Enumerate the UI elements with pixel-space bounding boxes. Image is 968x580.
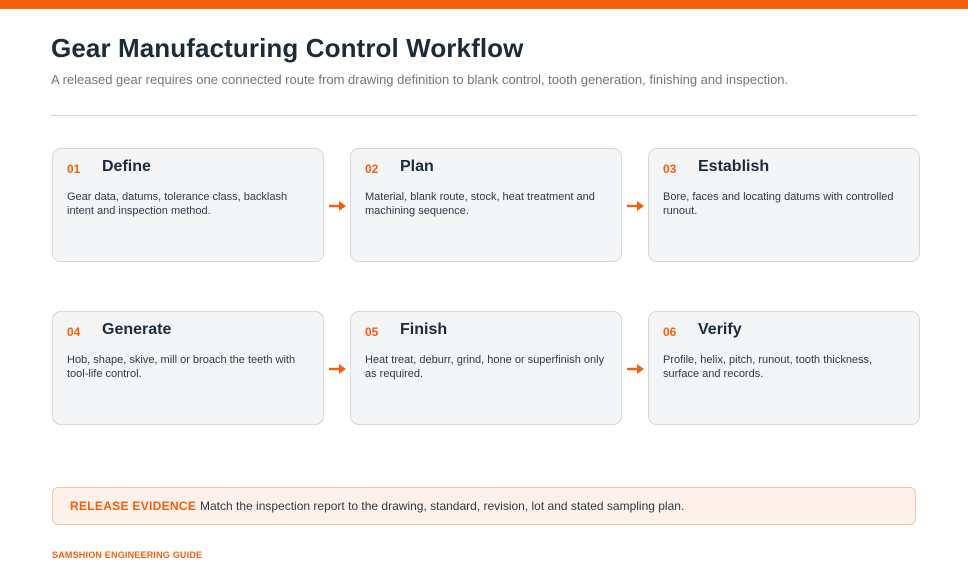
step-card-finish xyxy=(350,311,622,425)
arrow-right-icon xyxy=(329,200,347,212)
footer-brand: SAMSHION ENGINEERING GUIDE xyxy=(52,550,203,560)
step-card-verify xyxy=(648,311,920,425)
arrow-right-icon xyxy=(329,363,347,375)
step-description: Material, blank route, stock, heat treatment and machining sequence. xyxy=(365,191,595,217)
step-description: Gear data, datums, tolerance class, backlash intent and inspection method. xyxy=(67,191,288,217)
release-evidence-text: Match the inspection report to the drawing, standard, revision, lot and stated sampling plan. xyxy=(200,499,685,513)
top-accent-bar xyxy=(0,0,968,9)
step-number: 02 xyxy=(365,162,379,176)
arrow-right-icon xyxy=(627,363,645,375)
step-title: Verify xyxy=(698,321,742,338)
header-divider xyxy=(51,115,917,116)
page-subtitle: A released gear requires one connected route from drawing definition to blank control, tooth generation, finishing and inspection. xyxy=(51,72,789,87)
step-title: Generate xyxy=(102,321,172,338)
step-description: Profile, helix, pitch, runout, tooth thickness, surface and records. xyxy=(663,354,873,380)
step-card-establish xyxy=(648,148,920,262)
step-description: Bore, faces and locating datums with controlled runout. xyxy=(663,191,894,217)
step-description: Heat treat, deburr, grind, hone or superfinish only as required. xyxy=(365,354,605,380)
step-card-plan xyxy=(350,148,622,262)
step-title: Establish xyxy=(698,158,770,175)
step-number: 03 xyxy=(663,162,677,176)
step-title: Finish xyxy=(400,321,448,338)
step-number: 06 xyxy=(663,325,677,339)
step-description: Hob, shape, skive, mill or broach the teeth with tool-life control. xyxy=(67,354,296,380)
step-number: 05 xyxy=(365,325,379,339)
step-number: 01 xyxy=(67,162,81,176)
step-number: 04 xyxy=(67,325,81,339)
arrow-right-icon xyxy=(627,200,645,212)
step-title: Define xyxy=(102,158,151,175)
step-card-define xyxy=(52,148,324,262)
release-evidence-label: RELEASE EVIDENCE xyxy=(70,499,197,513)
step-title: Plan xyxy=(400,158,434,175)
step-card-generate xyxy=(52,311,324,425)
release-evidence-banner xyxy=(52,487,916,525)
page-title: Gear Manufacturing Control Workflow xyxy=(51,33,524,63)
